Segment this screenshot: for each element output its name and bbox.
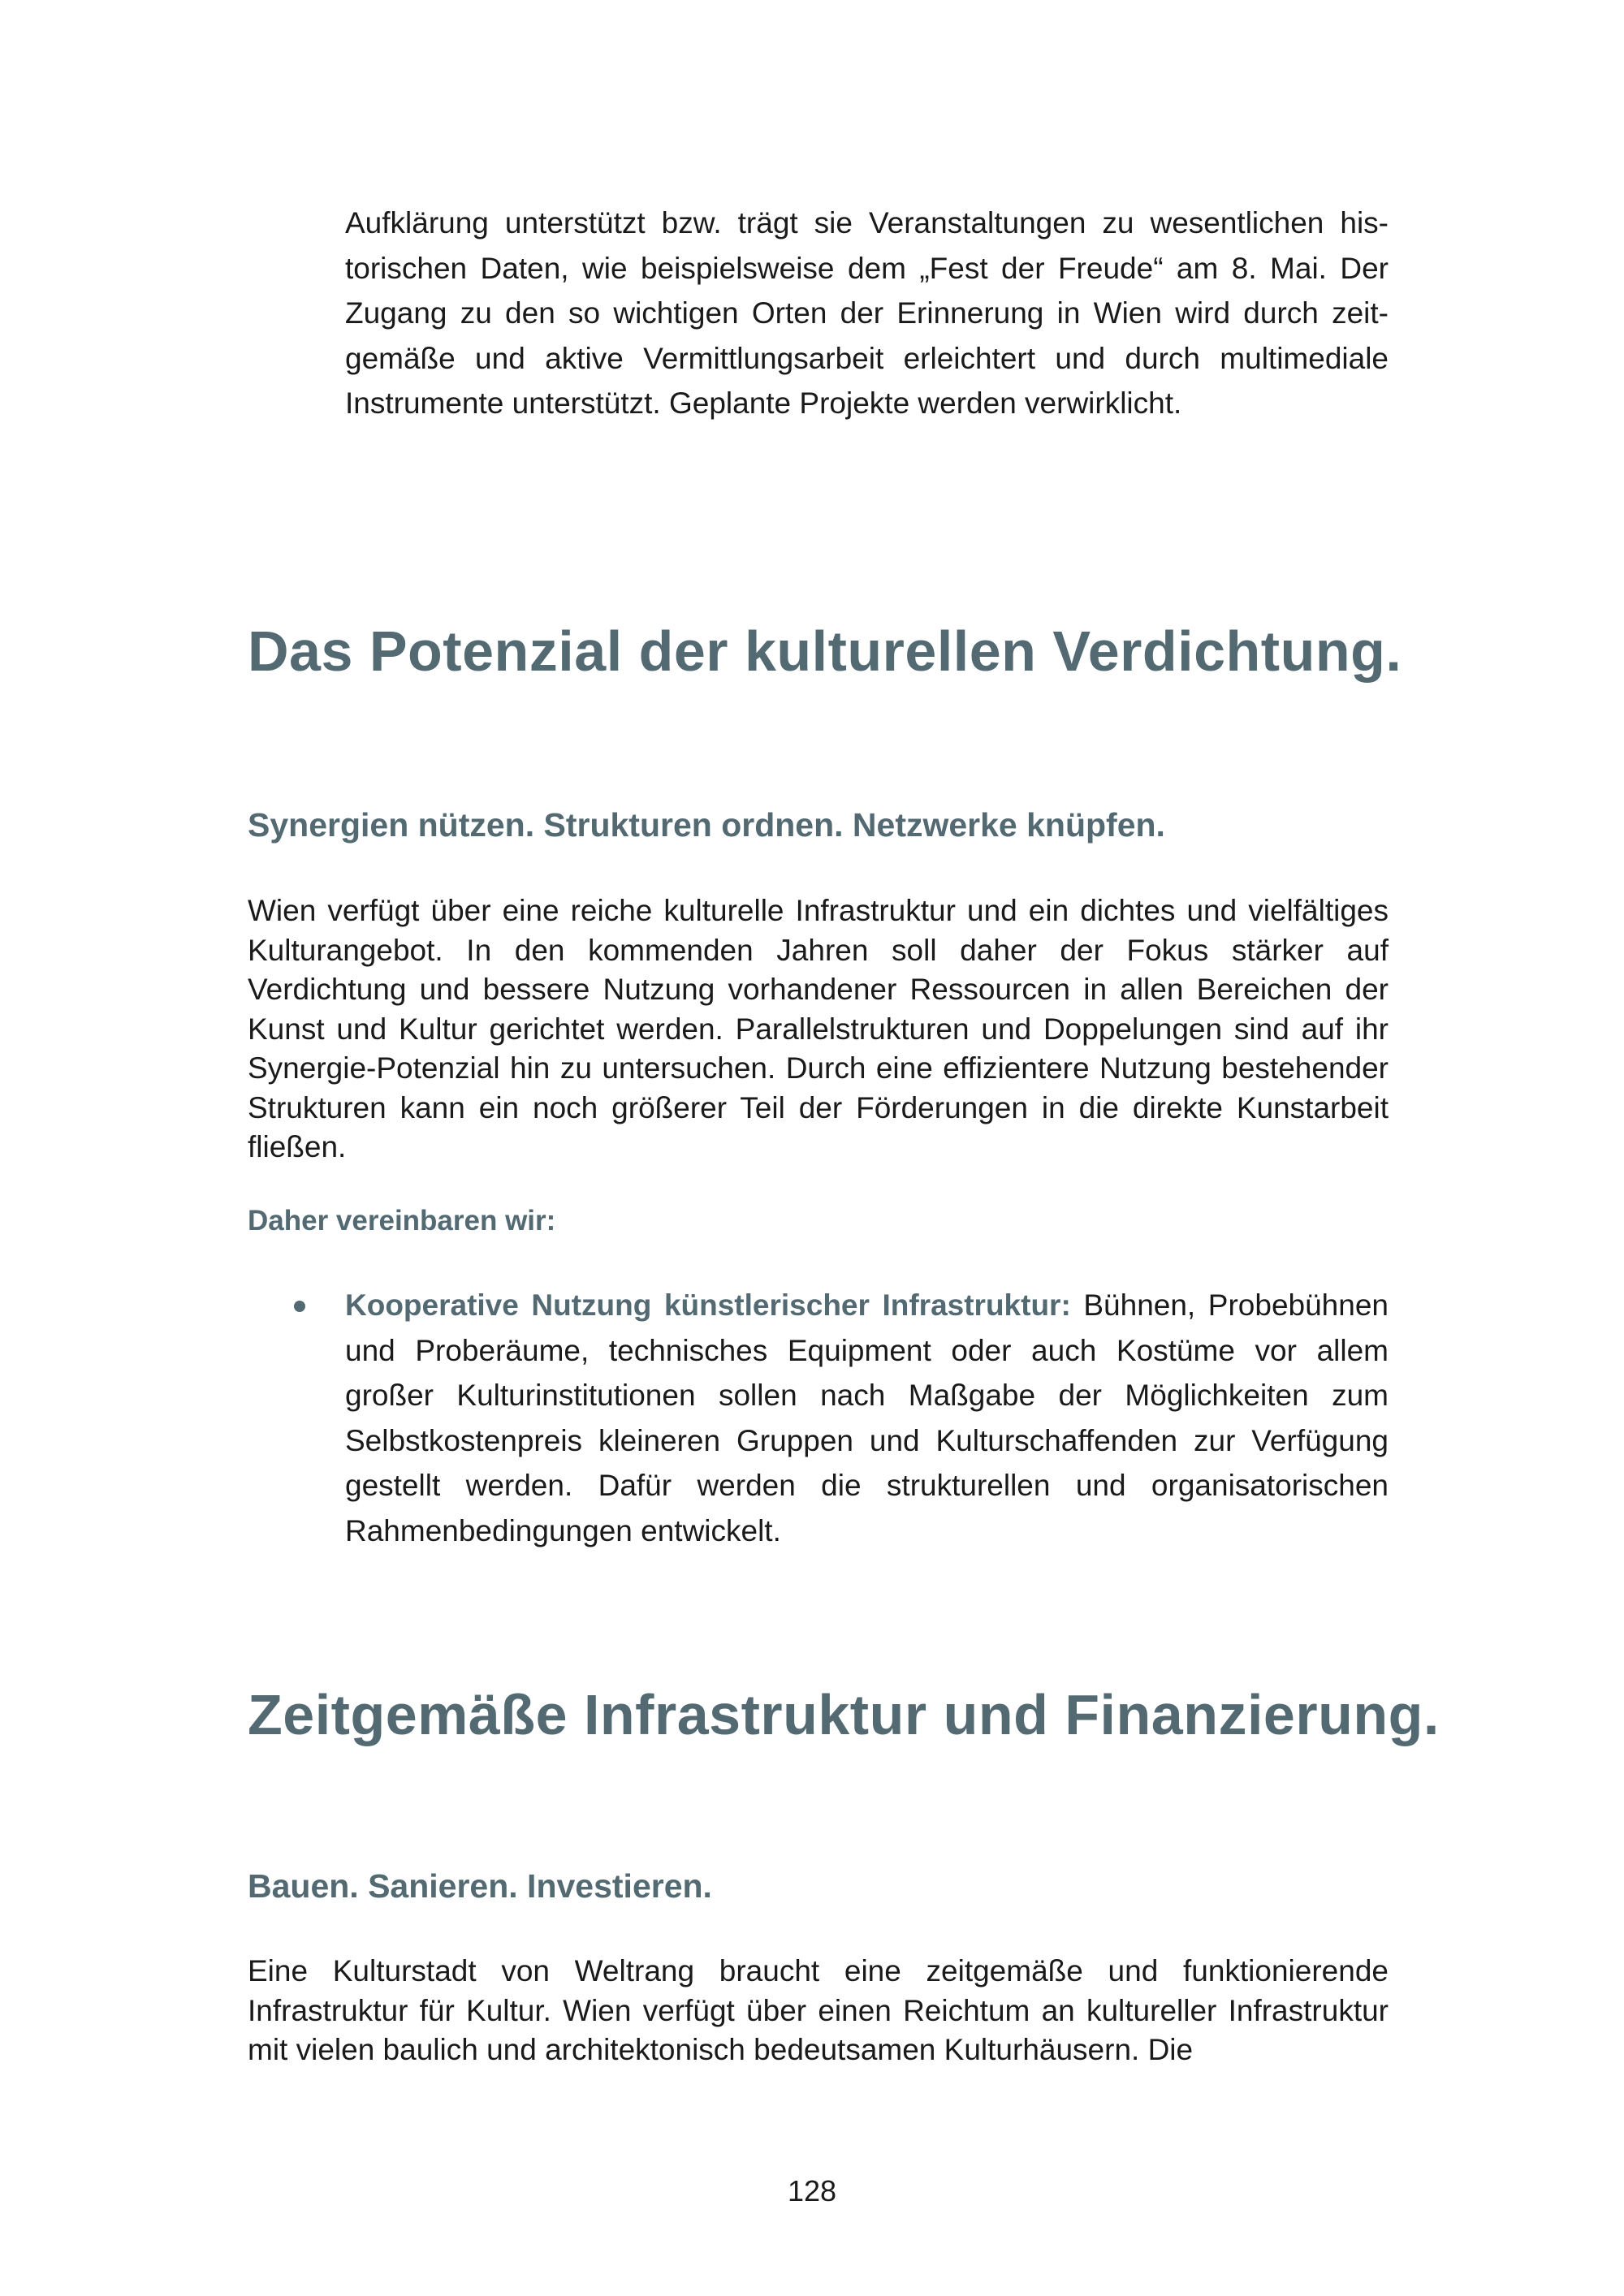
list-item-kooperative-nutzung [345, 1283, 1389, 1553]
section-heading-infrastruktur: Zeitgemäße Infrastruktur und Finanzierung. [248, 1683, 1440, 1746]
section-heading-potenzial: Das Potenzial der kulturellen Verdichtung. [248, 619, 1402, 683]
subheading-bauen: Bauen. Sanieren. Investieren. [248, 1867, 712, 1905]
body-paragraph-kulturstadt: Eine Kulturstadt von Weltrang braucht eine zeitgemäße und funktionierende Infrastruktur für Kultur. Wien verfügt über einen Reichtum an kultureller Infrastruktur mit vielen baulich und architektonisch bedeutsamen Kulturhäusern. Die [248, 1954, 1389, 2066]
page-number: 128 [787, 2174, 837, 2208]
lead-text-vereinbaren: Daher vereinbaren wir: [248, 1205, 556, 1236]
list-item-term: Kooperative Nutzung künstlerischer Infrastruktur: [345, 1288, 1071, 1322]
intro-paragraph: Aufklärung unterstützt bzw. trägt sie Veranstaltungen zu wesentlichen historischen Daten, wie beispielsweise dem „Fest der Freude“ am 8. Mai. Der Zugang zu den so wichtigen Orten der Erinnerung in Wien wird durch zeitgemäße und aktive Vermittlungsarbeit erleichtert und durch multimediale Instrumente unterstützt. Geplante Projekte werden verwirklicht. [345, 206, 1389, 420]
subheading-synergien: Synergien nützen. Strukturen ordnen. Netzwerke knüpfen. [248, 806, 1165, 844]
body-paragraph-wien: Wien verfügt über eine reiche kulturelle Infrastruktur und ein dichtes und vielfältiges Kulturangebot. In den kommenden Jahren soll daher der Fokus stärker auf Verdichtung und bessere Nutzung vorhandener Ressourcen in allen Bereichen der Kunst und Kultur gerichtet werden. Parallelstrukturen und Doppelungen sind auf ihr Synergie-Potenzial hin zu untersuchen. Durch eine effizientere Nutzung bestehender Strukturen kann ein noch größerer Teil der Förderungen in die direkte Kunstarbeit fließen. [248, 894, 1389, 1163]
bullet-dot-icon [294, 1301, 305, 1312]
list-item-description: Bühnen, Probebühnen und Proberäume, technisches Equipment oder auch Kostüme vor allem großer Kulturinstitutionen sollen nach Maßgabe der Möglichkeiten zum Selbstkostenpreis kleineren Gruppen und Kulturschaffenden zur Verfügung gestellt werden. Dafür werden die strukturellen und organisatorischen Rahmenbedingungen entwickelt. [345, 1288, 1389, 1547]
